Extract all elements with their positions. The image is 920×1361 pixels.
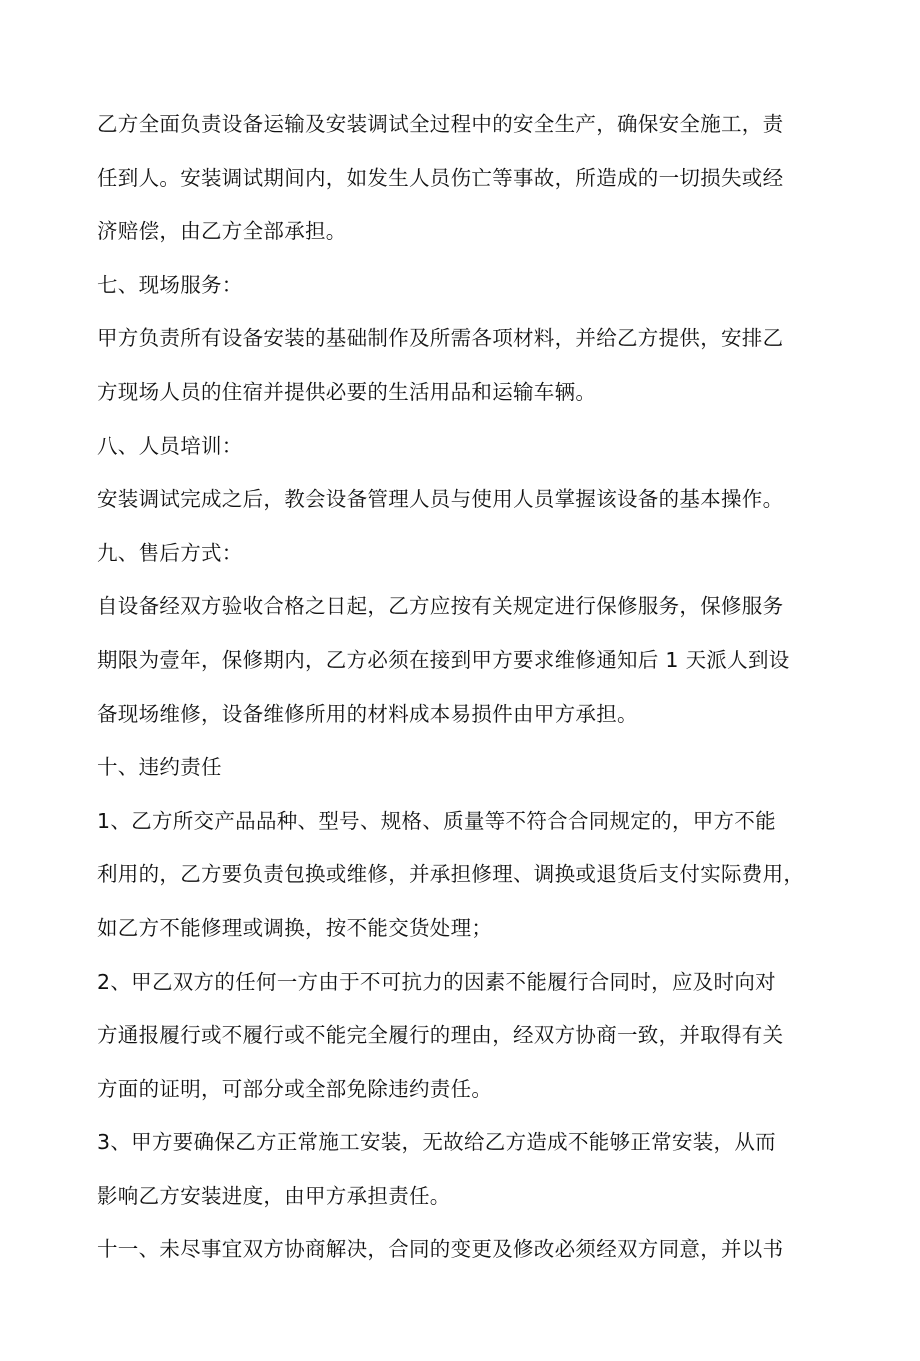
- text-line: 利用的，乙方要负责包换或维修，并承担修理、调换或退货后支付实际费用，: [97, 862, 805, 887]
- onsite-service-paragraph: [97, 312, 837, 419]
- contract-text: [97, 98, 837, 1277]
- liability-clause-1: [97, 795, 837, 956]
- text-line: 1、乙方所交产品品种、型号、规格、质量等不符合合同规定的，甲方不能: [97, 808, 776, 833]
- text-line: 任到人。安装调试期间内，如发生人员伤亡等事故，所造成的一切损失或经: [97, 165, 784, 190]
- text-line: 济赔偿，由乙方全部承担。: [97, 219, 347, 244]
- text-line: 甲方负责所有设备安装的基础制作及所需各项材料，并给乙方提供，安排乙: [97, 326, 784, 351]
- text-line: 方通报履行或不履行或不能完全履行的理由，经双方协商一致，并取得有关: [97, 1023, 784, 1048]
- text-line: 如乙方不能修理或调换，按不能交货处理；: [97, 915, 493, 940]
- after-sales-paragraph: [97, 580, 837, 741]
- heading-text: 七、现场服务：: [97, 272, 243, 297]
- text-line: 期限为壹年，保修期内，乙方必须在接到甲方要求维修通知后 1 天派人到设: [97, 647, 790, 672]
- heading-text: 九、售后方式：: [97, 540, 243, 565]
- text-line: 影响乙方安装进度，由甲方承担责任。: [97, 1183, 451, 1208]
- section-heading-after-sales: [97, 527, 837, 581]
- text-line: 3、甲方要确保乙方正常施工安装，无故给乙方造成不能够正常安装，从而: [97, 1130, 776, 1155]
- section-heading-onsite-service: [97, 259, 837, 313]
- liability-clause-2: [97, 956, 837, 1117]
- safety-paragraph: [97, 98, 837, 259]
- text-line: 乙方全面负责设备运输及安装调试全过程中的安全生产，确保安全施工，责: [97, 112, 784, 136]
- text-line: 十一、未尽事宜双方协商解决，合同的变更及修改必须经双方同意，并以书: [97, 1237, 784, 1262]
- liability-clause-3: [97, 1116, 837, 1223]
- text-line: 备现场维修，设备维修所用的材料成本易损件由甲方承担。: [97, 701, 638, 726]
- text-line: 自设备经双方验收合格之日起，乙方应按有关规定进行保修服务，保修服务: [97, 594, 784, 619]
- heading-text: 八、人员培训：: [97, 433, 243, 458]
- text-line: 方面的证明，可部分或全部免除违约责任。: [97, 1076, 493, 1101]
- section-heading-training: [97, 420, 837, 474]
- text-line: 安装调试完成之后，教会设备管理人员与使用人员掌握该设备的基本操作。: [97, 487, 784, 512]
- text-line: 2、甲乙双方的任何一方由于不可抗力的因素不能履行合同时，应及时向对: [97, 969, 776, 994]
- training-paragraph: [97, 473, 837, 527]
- heading-text: 十、违约责任: [97, 755, 222, 780]
- section-heading-liability: [97, 741, 837, 795]
- section-heading-miscellaneous: [97, 1223, 837, 1277]
- text-line: 方现场人员的住宿并提供必要的生活用品和运输车辆。: [97, 379, 597, 404]
